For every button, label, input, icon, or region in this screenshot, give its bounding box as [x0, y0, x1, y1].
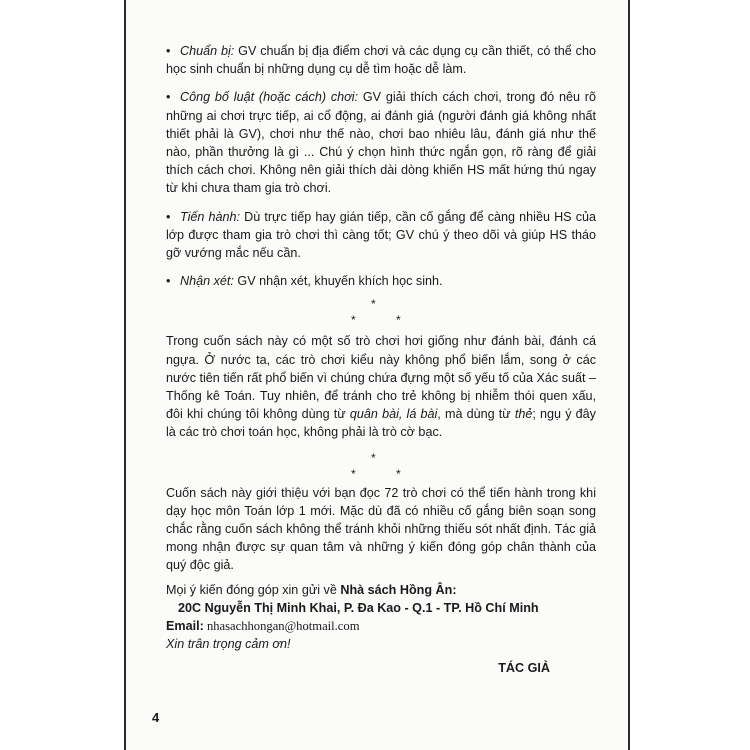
- contact-intro: Mọi ý kiến đóng góp xin gửi về: [166, 582, 341, 597]
- bullet-label: Chuẩn bị:: [180, 44, 235, 58]
- email-label: Email:: [166, 619, 204, 634]
- star-mark: *: [351, 466, 356, 481]
- bullet-label: Công bố luật (hoặc cách) chơi:: [180, 90, 359, 105]
- bullet-text: GV giải thích cách chơi, trong đó nêu rõ những ai chơi trực tiếp, ai cổ động, ai đánh giá (người đánh giá không nhất thiết phải là GV), chơi như thế nào, chơi bao nhiêu lâu, đánh giá như thế nào, phần thưởng là gì ... Chú ý chọn hình thức ngắn gọn, rõ ràng để giải thích cách chơi. Không nên giải thích dài dòng khiến HS mất hứng thú ngay từ khi chưa tham gia trò chơi.: [166, 90, 596, 196]
- paragraph-italic: thẻ: [514, 407, 533, 422]
- publisher-address: 20C Nguyễn Thị Minh Khai, P. Đa Kao - Q.1 - TP. Hồ Chí Minh: [178, 600, 539, 615]
- bullet-dot: •: [166, 44, 171, 58]
- bullet-review: [166, 272, 596, 290]
- page-number: 4: [152, 710, 160, 725]
- bullet-label: Nhận xét:: [180, 274, 234, 289]
- bullet-dot: •: [166, 90, 171, 105]
- star-mark: *: [396, 466, 401, 481]
- email-line: [166, 617, 596, 635]
- email-address: nhasachhongan@hotmail.com: [203, 619, 360, 634]
- bullet-rules: [166, 88, 596, 197]
- paragraph-text: Trong cuốn sách này có một số trò chơi hơi giống như đánh bài, đánh cá ngựa. Ở nước ta, các trò chơi kiểu này không phổ biến lắm, song ở các nước tiên tiến rất phổ biến vì chúng chứa đựng một số yếu tố của Xác suất – Thống kê Toán. Tuy nhiên, để tránh cho trẻ không bị nhiễm thói quen xấu, đôi khi chúng tôi không dùng từ: [166, 334, 596, 422]
- bullet-label: Tiến hành:: [180, 209, 241, 224]
- thanks-line: Xin trân trọng cảm ơn!: [166, 637, 291, 652]
- bullet-dot: •: [166, 209, 171, 224]
- author-signature: TÁC GIẢ: [498, 661, 550, 676]
- section-divider-stars: [166, 290, 596, 326]
- paragraph-text: , mà dùng từ: [437, 407, 515, 422]
- publisher-name: Nhà sách Hồng Ân:: [340, 582, 457, 597]
- star-mark: *: [371, 450, 376, 465]
- bullet-text: GV chuẩn bị địa điểm chơi và các dụng cụ cần thiết, có thể cho học sinh chuẩn bị những dụng cụ dễ tìm hoặc dễ làm.: [166, 44, 596, 77]
- paragraph-introduction: Cuốn sách này giới thiệu với bạn đọc 72 trò chơi có thể tiến hành trong khi dạy học môn Toán lớp 1 mới. Mặc dù đã có nhiều cố gắng biên soạn song chắc rằng cuốn sách không thể tránh khỏi những thiếu sót nhất định. Tác giả mong nhận được sự quan tâm và những ý kiến đóng góp chân thành của quý độc giả.: [166, 485, 596, 573]
- paragraph-italic: quân bài, lá bài: [349, 407, 438, 422]
- bullet-conduct: [166, 208, 596, 263]
- page-content: [166, 42, 596, 678]
- contact-line: [166, 581, 596, 599]
- star-mark: *: [351, 313, 356, 328]
- star-mark: *: [371, 297, 376, 312]
- book-page: [124, 0, 630, 750]
- bullet-text: Dù trực tiếp hay gián tiếp, cần cố gắng để càng nhiều HS của lớp được tham gia trò chơi thì càng tốt; GV chú ý theo dõi và giúp HS tháo gỡ vướng mắc nếu cần.: [166, 209, 597, 261]
- bullet-text: GV nhận xét, khuyến khích học sinh.: [233, 274, 443, 289]
- bullet-preparation: [166, 42, 596, 78]
- paragraph-card-games: [166, 332, 596, 441]
- bullet-dot: •: [166, 274, 171, 289]
- star-mark: *: [396, 313, 401, 328]
- paragraph-text: ; ngụ ý đây là các trò chơi toán học, không phải là trò cờ bạc.: [166, 407, 596, 440]
- section-divider-stars: [166, 442, 596, 481]
